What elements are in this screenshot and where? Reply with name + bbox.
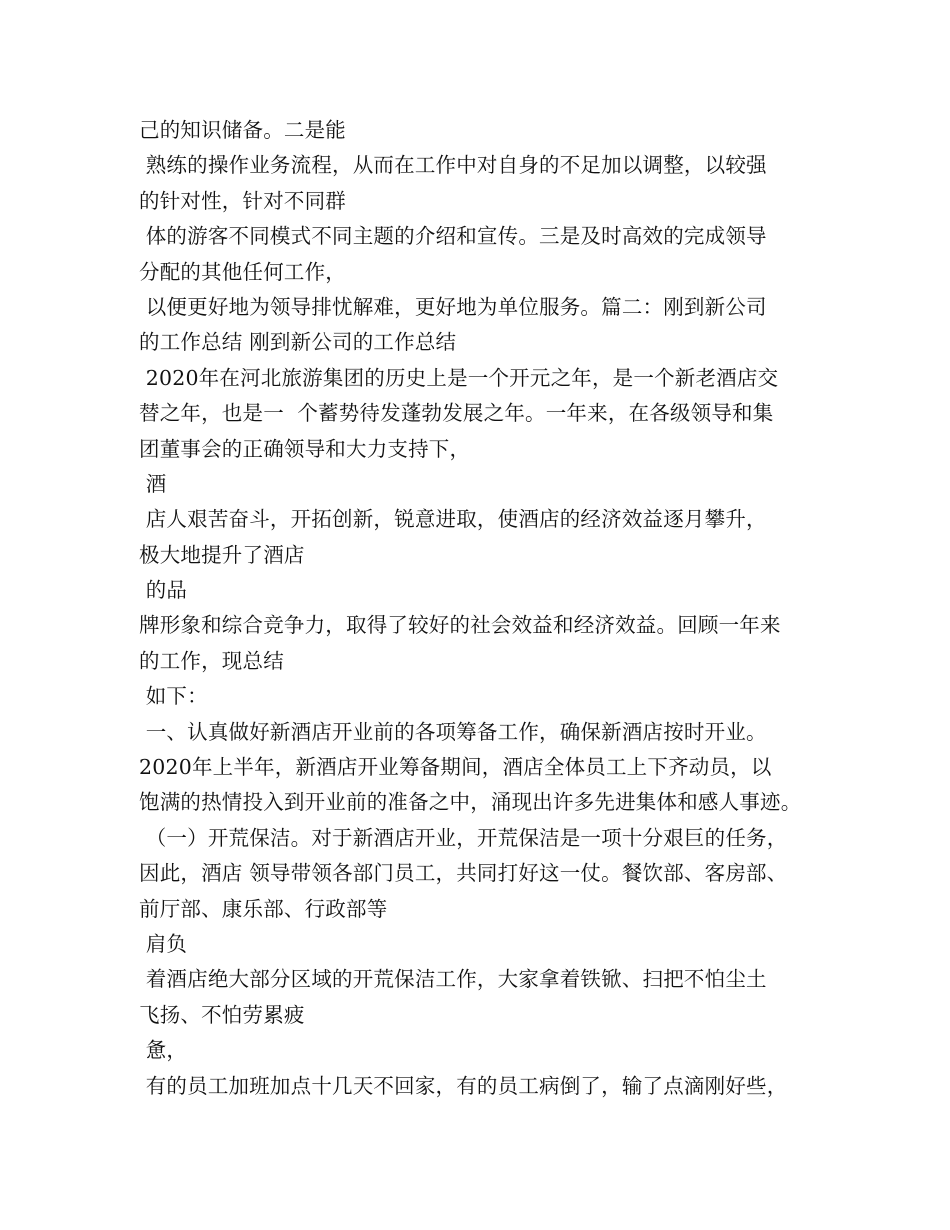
- text-line: 熟练的操作业务流程，从而在工作中对自身的不足加以调整，以较强: [139, 153, 767, 178]
- text-line: 惫，: [139, 1038, 188, 1063]
- text-line: 的工作总结 刚到新公司的工作总结: [139, 330, 457, 355]
- text-line: 一、认真做好新酒店开业前的各项筹备工作，确保新酒店按时开业。: [139, 719, 767, 744]
- text-line: 以便更好地为领导排忧解难，更好地为单位服务。篇二：刚到新公司: [139, 294, 767, 319]
- text-line: 前厅部、康乐部、行政部等: [139, 896, 388, 921]
- text-line: 的针对性，针对不同群: [139, 188, 346, 213]
- text-line: 团董事会的正确领导和大力支持下，: [139, 436, 471, 461]
- text-line: 分配的其他任何工作，: [139, 259, 346, 284]
- text-line: 牌形象和综合竞争力，取得了较好的社会效益和经济效益。回顾一年来: [139, 613, 781, 638]
- text-line: 的工作，现总结: [139, 648, 284, 673]
- text-line: 2020年上半年，新酒店开业筹备期间，酒店全体员工上下齐动员，以: [139, 755, 772, 780]
- text-line: （一）开荒保洁。对于新酒店开业，开荒保洁是一项十分艰巨的任务，: [139, 825, 788, 850]
- text-line: 体的游客不同模式不同主题的介绍和宣传。三是及时高效的完成领导: [139, 224, 767, 249]
- document-body: [139, 113, 829, 1104]
- text-line: 2020年在河北旅游集团的历史上是一个开元之年，是一个新老酒店交: [139, 365, 779, 390]
- text-line: 极大地提升了酒店: [139, 542, 305, 567]
- text-line: 着酒店绝大部分区域的开荒保洁工作，大家拿着铁锨、扫把不怕尘土: [139, 967, 767, 992]
- text-line: 己的知识储备。二是能: [139, 118, 346, 142]
- text-line: 酒: [139, 471, 167, 496]
- text-line: 饱满的热情投入到开业前的准备之中，涌现出许多先进集体和感人事迹。: [139, 790, 802, 815]
- text-line: 的品: [139, 578, 188, 603]
- text-line: 飞扬、不怕劳累疲: [139, 1002, 305, 1027]
- text-line: 肩负: [139, 931, 188, 956]
- text-line: 店人艰苦奋斗，开拓创新，锐意进取，使酒店的经济效益逐月攀升，: [139, 507, 767, 532]
- text-line: 替之年，也是一 个蓄势待发蓬勃发展之年。一年来，在各级领导和集: [139, 401, 774, 426]
- text-line: 因此，酒店 领导带领各部门员工，共同打好这一仗。餐饮部、客房部、: [139, 861, 788, 886]
- text-line: 有的员工加班加点十几天不回家，有的员工病倒了，输了点滴刚好些，: [139, 1073, 788, 1098]
- text-line: 如下：: [139, 684, 208, 709]
